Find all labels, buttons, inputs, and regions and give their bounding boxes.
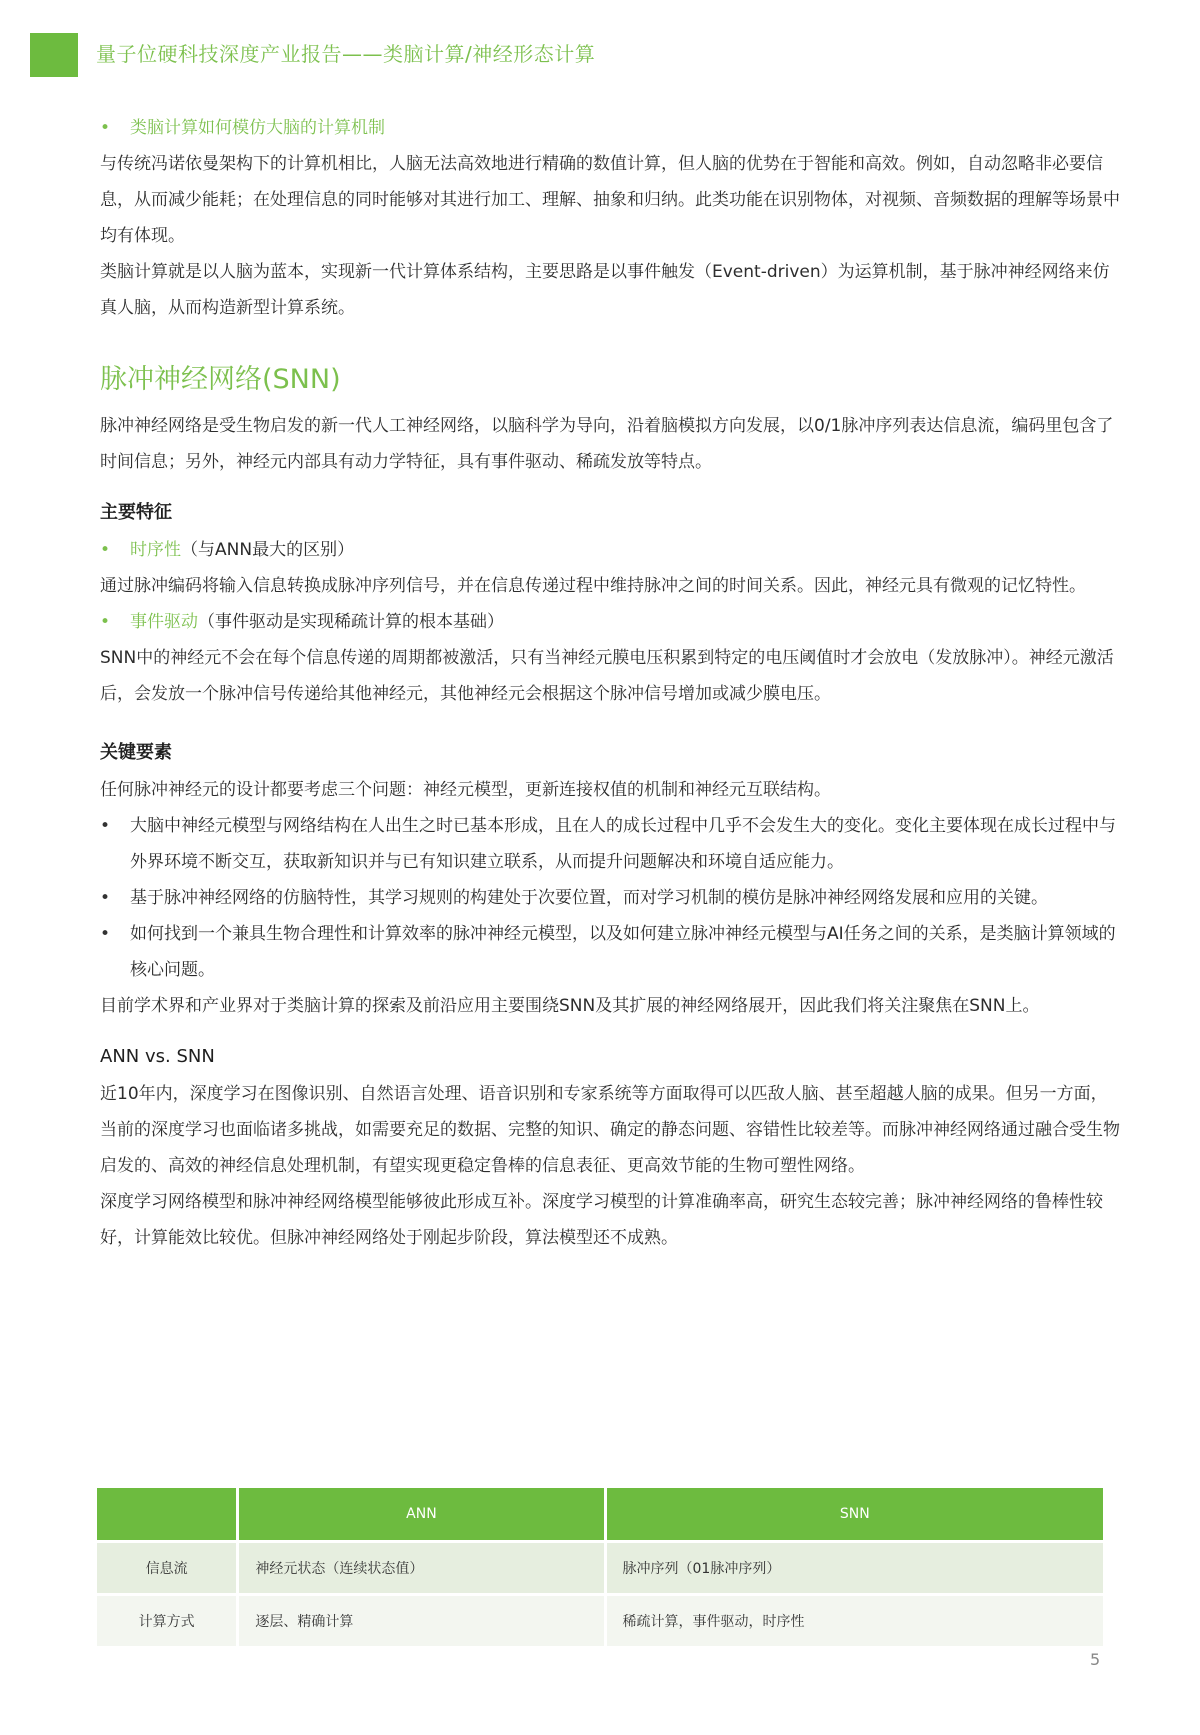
elements-outro: 目前学术界和产业界对于类脑计算的探索及前沿应用主要围绕SNN及其扩展的神经网络展开，因此我们将关注聚焦在SNN上。: [100, 996, 1040, 1016]
main-content: [100, 110, 1120, 1256]
report-title: 量子位硬科技深度产业报告——类脑计算/神经形态计算: [96, 42, 596, 66]
snn-section-title: 脉冲神经网络(SNN): [100, 364, 341, 395]
feature-1-bullet: • 时序性（与ANN最大的区别）: [100, 532, 1120, 568]
features-title: 主要特征: [100, 502, 172, 523]
intro-bullet: • 类脑计算如何模仿大脑的计算机制: [100, 110, 1120, 146]
table-cell: 逐层、精确计算: [238, 1595, 605, 1647]
ann-vs-snn-paragraph-2: 深度学习网络模型和脉冲神经网络模型能够彼此形成互补。深度学习模型的计算准确率高，研究生态较完善；脉冲神经网络的鲁棒性较好，计算能效比较优。但脉冲神经网络处于刚起步阶段，算法模型还不成熟。: [100, 1192, 1103, 1248]
bullet-dot-icon: •: [100, 924, 111, 944]
ann-vs-snn-paragraph-1: 近10年内，深度学习在图像识别、自然语言处理、语音识别和专家系统等方面取得可以匹敌人脑、甚至超越人脑的成果。但另一方面，当前的深度学习也面临诸多挑战，如需要充足的数据、完整的知识、确定的静态问题、容错性比较差等。而脉冲神经网络通过融合受生物启发的、高效的神经信息处理机制，有望实现更稳定鲁棒的信息表征、更高效节能的生物可塑性网络。: [100, 1084, 1120, 1176]
bullet-dot-icon: •: [100, 118, 111, 138]
comparison-table: [97, 1488, 1103, 1646]
table-header-ann: ANN: [238, 1488, 605, 1542]
bullet-dot-icon: •: [100, 816, 111, 836]
element-item-3: • 如何找到一个兼具生物合理性和计算效率的脉冲神经元模型，以及如何建立脉冲神经元模型与AI任务之间的关系，是类脑计算领域的核心问题。: [100, 916, 1120, 988]
ann-vs-snn-title: ANN vs. SNN: [100, 1046, 215, 1067]
element-item-1: • 大脑中神经元模型与网络结构在人出生之时已基本形成，且在人的成长过程中几乎不会发生大的变化。变化主要体现在成长过程中与外界环境不断交互，获取新知识并与已有知识建立联系，从而提升问题解决和环境自适应能力。: [100, 808, 1120, 880]
elements-title: 关键要素: [100, 742, 172, 763]
bullet-dot-icon: •: [100, 888, 111, 908]
intro-paragraph-2: 类脑计算就是以人脑为蓝本，实现新一代计算体系结构，主要思路是以事件触发（Event-driven）为运算机制，基于脉冲神经网络来仿真人脑，从而构造新型计算系统。: [100, 262, 1110, 318]
table-row-label: 计算方式: [97, 1595, 238, 1647]
page-number: 5: [1090, 1650, 1101, 1669]
table-row-label: 信息流: [97, 1542, 238, 1595]
snn-paragraph: 脉冲神经网络是受生物启发的新一代人工神经网络，以脑科学为导向，沿着脑模拟方向发展，以0/1脉冲序列表达信息流，编码里包含了时间信息；另外，神经元内部具有动力学特征，具有事件驱动、稀疏发放等特点。: [100, 416, 1114, 472]
feature-1-text: 通过脉冲编码将输入信息转换成脉冲序列信号，并在信息传递过程中维持脉冲之间的时间关系。因此，神经元具有微观的记忆特性。: [100, 576, 1086, 596]
table-row: [97, 1542, 1103, 1595]
element-item-2: • 基于脉冲神经网络的仿脑特性，其学习规则的构建处于次要位置，而对学习机制的模仿是脉冲神经网络发展和应用的关键。: [100, 880, 1120, 916]
intro-paragraph-1: 与传统冯诺依曼架构下的计算机相比，人脑无法高效地进行精确的数值计算，但人脑的优势在于智能和高效。例如，自动忽略非必要信息，从而减少能耗；在处理信息的同时能够对其进行加工、理解、抽象和归纳。此类功能在识别物体，对视频、音频数据的理解等场景中均有体现。: [100, 154, 1120, 246]
table-cell: 神经元状态（连续状态值）: [238, 1542, 605, 1595]
feature-2-bullet: • 事件驱动（事件驱动是实现稀疏计算的根本基础）: [100, 604, 1120, 640]
header-color-block: [30, 33, 78, 77]
table-row: [97, 1595, 1103, 1647]
elements-intro: 任何脉冲神经元的设计都要考虑三个问题：神经元模型，更新连接权值的机制和神经元互联结构。: [100, 780, 831, 800]
feature-2-text: SNN中的神经元不会在每个信息传递的周期都被激活，只有当神经元膜电压积累到特定的电压阈值时才会放电（发放脉冲）。神经元激活后，会发放一个脉冲信号传递给其他神经元，其他神经元会根据这个脉冲信号增加或减少膜电压。: [100, 648, 1114, 704]
bullet-dot-icon: •: [100, 540, 111, 560]
table-header-snn: SNN: [605, 1488, 1103, 1542]
table-cell: 稀疏计算，事件驱动，时序性: [605, 1595, 1103, 1647]
table-header-blank: [97, 1488, 238, 1542]
table-header-row: [97, 1488, 1103, 1542]
bullet-dot-icon: •: [100, 612, 111, 632]
table-cell: 脉冲序列（01脉冲序列）: [605, 1542, 1103, 1595]
